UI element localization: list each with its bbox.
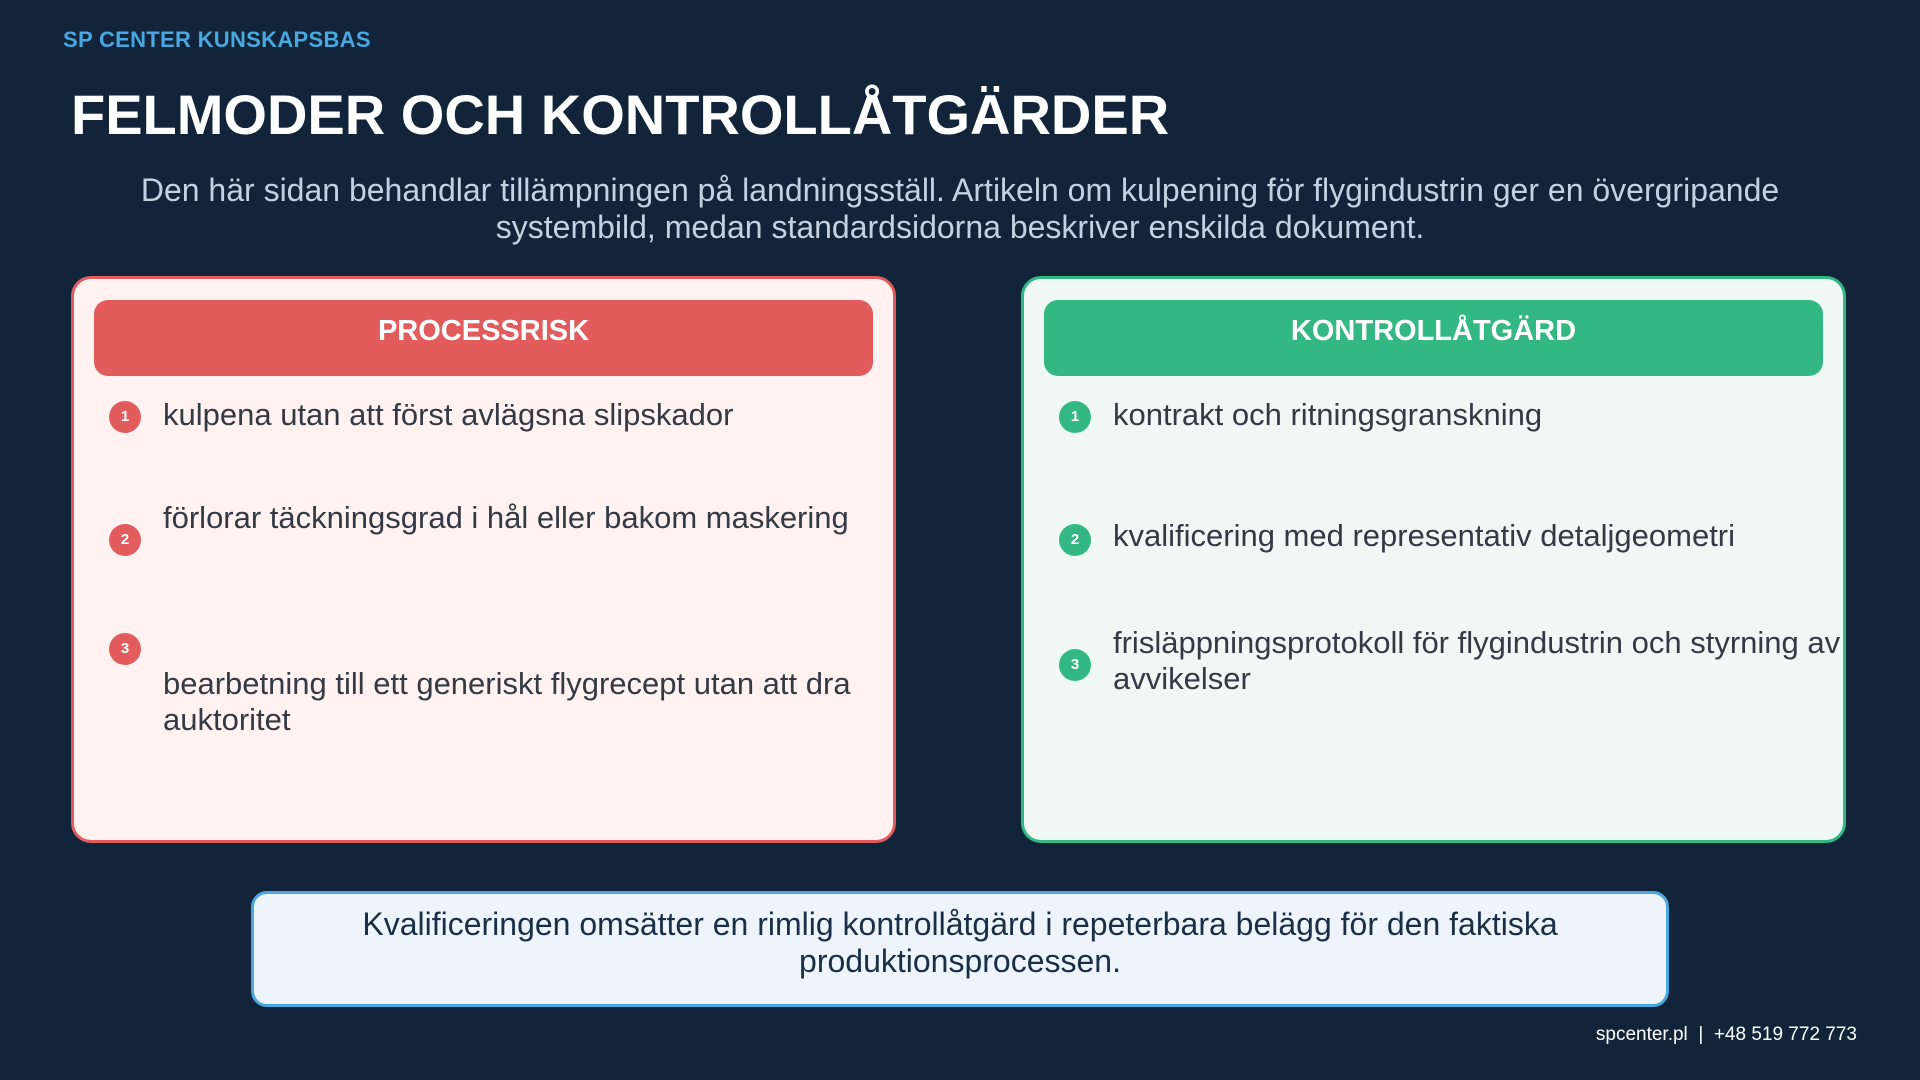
- control-item-text: kontrakt och ritningsgranskning: [1113, 397, 1543, 432]
- number-badge-3: 3: [109, 633, 141, 665]
- number-badge-2: 2: [1059, 524, 1091, 556]
- number-badge-1: 1: [109, 401, 141, 433]
- number-badge-3: 3: [1059, 649, 1091, 681]
- page-title: FELMODER OCH KONTROLLÅTGÄRDER: [71, 83, 1170, 146]
- control-measure-panel: [1021, 276, 1846, 843]
- summary-callout: Kvalificeringen omsätter en rimlig kontrollåtgärd i repeterbara belägg för den faktiska produktionsprocessen.: [251, 891, 1669, 1007]
- intro-text: Den här sidan behandlar tillämpningen på landningsställ. Artikeln om kulpening för flygindustrin ger en övergripande systembild, medan standardsidorna beskriver enskilda dokument.: [140, 172, 1780, 245]
- control-item-text: kvalificering med representativ detaljgeometri: [1113, 518, 1736, 553]
- risk-item-text: kulpena utan att först avlägsna slipskador: [163, 397, 734, 432]
- process-risk-panel: [71, 276, 896, 843]
- number-badge-1: 1: [1059, 401, 1091, 433]
- risk-item-text: bearbetning till ett generiskt flygrecept utan att dra auktoritet: [163, 666, 851, 737]
- process-risk-header: PROCESSRISK: [94, 300, 873, 376]
- contact-info: spcenter.pl | +48 519 772 773: [1595, 1024, 1857, 1045]
- number-badge-2: 2: [109, 524, 141, 556]
- control-measure-header: KONTROLLÅTGÄRD: [1044, 300, 1823, 376]
- control-item-text: frisläppningsprotokoll för flygindustrin och styrning av avvikelser: [1113, 625, 1841, 696]
- risk-item-text: förlorar täckningsgrad i hål eller bakom maskering: [163, 500, 849, 535]
- brand-label: SP CENTER KUNSKAPSBAS: [63, 27, 371, 52]
